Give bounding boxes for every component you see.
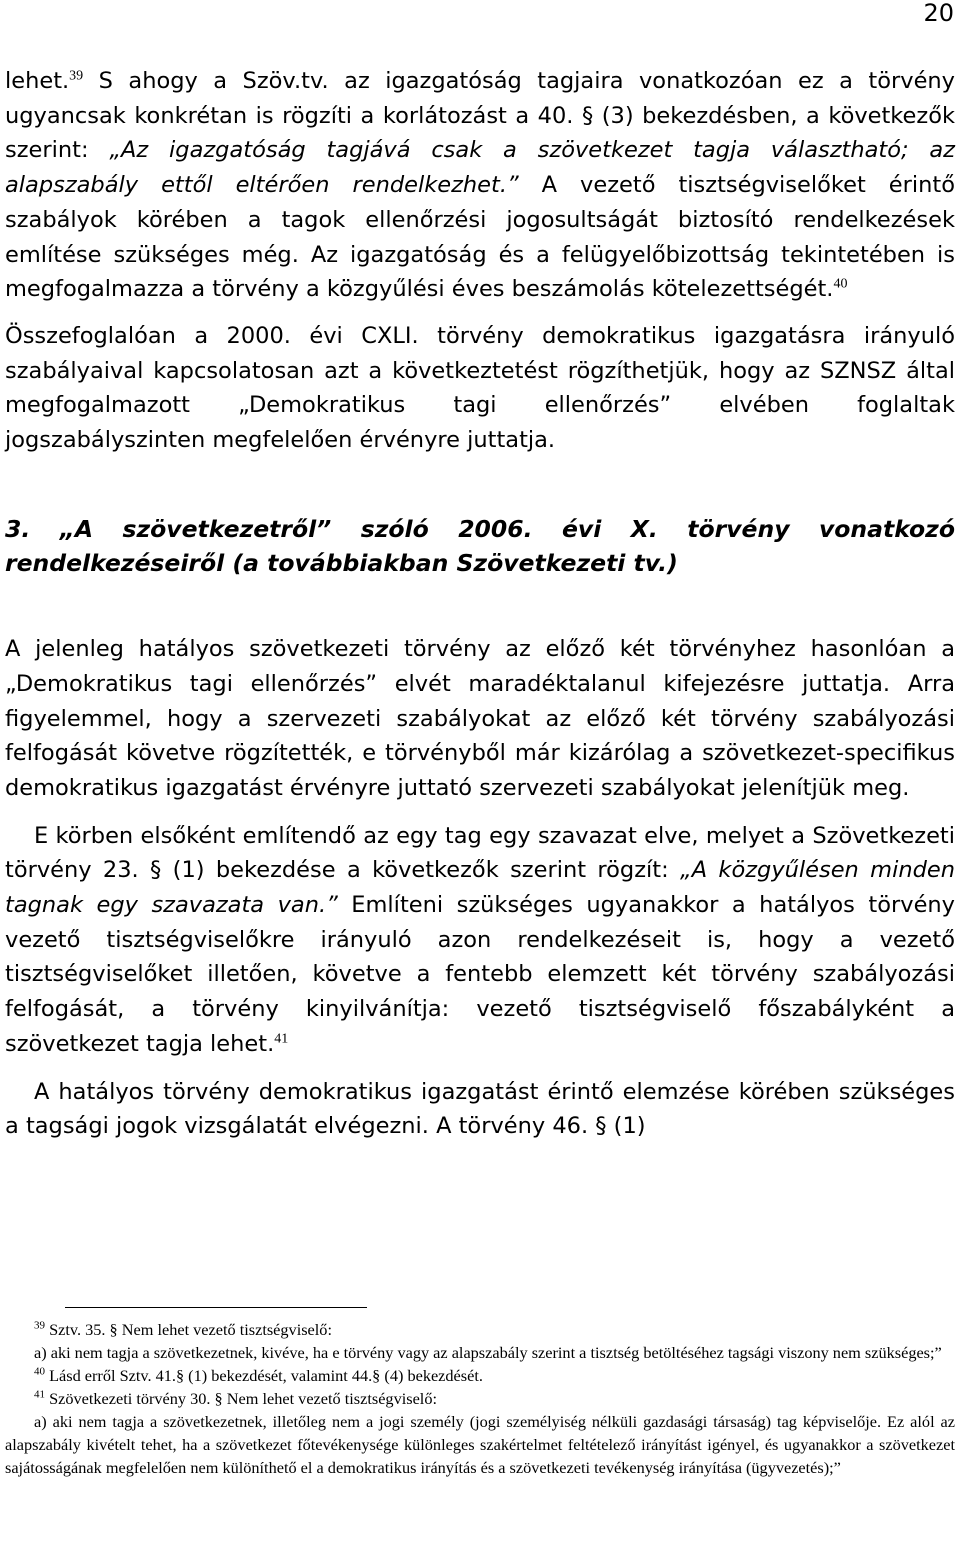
footnote-ref-41[interactable]: 41	[274, 1031, 289, 1047]
quoted-law-text: „Az igazgatóság tagjává csak a szövetkezet tagja választható; az alapszabály ettől eltérően rendelkezhet.”	[5, 137, 955, 199]
quoted-law-text-2: „A közgyűlésen minden tagnak egy szavazata van.”	[5, 857, 955, 919]
footnote-41-number: 41	[34, 1388, 45, 1401]
footnote-40-text: Lásd erről Sztv. 41.§ (1) bekezdését, valamint 44.§ (4) bekezdését.	[45, 1366, 483, 1385]
paragraph-2: Összefoglalóan a 2000. évi CXLI. törvény demokratikus igazgatásra irányuló szabályaival kapcsolatosan azt a következtetést rögzíthetjük, hogy az SZNSZ által megfogalmazott „Demokratikus tagi ellenőrzés” elvében foglaltak jogszabályszinten megfelelően érvényre juttatja.	[5, 322, 955, 454]
paragraph-1	[5, 64, 955, 307]
paragraph-3: A jelenleg hatályos szövetkezeti törvény az előző két törvényhez hasonlóan a „Demokratikus tagi ellenőrzés” elvét maradéktalanul kifejezésre juttatja. Arra figyelemmel, hogy a szervezeti szabályokat az előző két törvény szabályozási felfogását követve rögzítették, e törvényből már kizárólag a szövetkezet-specifikus demokratikus igazgatást érvényre juttató szervezeti szabályokat jelenítjük meg.	[5, 636, 955, 801]
main-text	[5, 64, 955, 1144]
footnote-41-item: a) aki nem tagja a szövetkezetnek, illetőleg nem a jogi személy (jogi személyiség nélküli gazdasági társaság) tag képviselője. Ez alól az alapszabály kivételt tehet, ha a szövetkezet főtevékenysége különleges szakértelmet feltételező irányítást igényel, és ugyanakkor a szövetkezet sajátosságának megfelelően nem különíthető el a demokratikus irányítás és a szövetkezeti tevékenység irányítása (ügyvezetés);”	[5, 1412, 955, 1477]
footnote-39	[5, 1318, 955, 1341]
paragraph-4	[5, 819, 955, 1062]
paragraph-1-start: lehet.	[5, 68, 70, 94]
paragraph-4-start: E körben elsőként említendő az egy tag egy szavazat elve, melyet a Szövetkezeti törvény 23. § (1) bekezdése a következők szerint rögzít:	[5, 822, 955, 884]
footnote-41	[5, 1387, 955, 1410]
paragraph-1-continuation: A vezető tisztségviselőket érintő szabályok körében a tagok ellenőrzési jogosultságát biztosító rendelkezések említése szükséges még. Az igazgatóság és a felügyelőbizottság tekintetében is megfogalmazza a törvény a közgyűlési éves beszámolás kötelezettségét.	[5, 172, 955, 303]
footnote-40	[5, 1364, 955, 1387]
page-number: 20	[923, 0, 954, 27]
footnote-41-text: Szövetkezeti törvény 30. § Nem lehet vezető tisztségviselő:	[45, 1389, 437, 1408]
footnote-39-number: 39	[34, 1319, 45, 1332]
footnote-ref-40[interactable]: 40	[833, 276, 848, 292]
footnote-39-text: Sztv. 35. § Nem lehet vezető tisztségviselő:	[45, 1320, 332, 1339]
paragraph-5: A hatályos törvény demokratikus igazgatást érintő elemzése körében szükséges a tagsági jogok vizsgálatát elvégezni. A törvény 46. § (1)	[5, 1078, 955, 1140]
footnote-39-item: a) aki nem tagja a szövetkezetnek, kivéve, ha e törvény vagy az alapszabály szerint a tisztség betöltéséhez tagsági viszony nem szükséges;”	[34, 1343, 942, 1362]
paragraph-4-continuation: Említeni szükséges ugyanakkor a hatályos törvény vezető tisztségviselőkre irányuló azon rendelkezéseit is, hogy a vezető tisztségviselőket illetően, követve a fentebb elemzett két törvény szabályozási felfogását, a törvény kinyilvánítja: vezető tisztségviselő főszabályként a szövetkezet tagja lehet.	[5, 892, 955, 1057]
footnote-separator	[65, 1307, 367, 1308]
footnote-40-number: 40	[34, 1365, 45, 1378]
footnotes	[5, 1318, 955, 1479]
section-heading: 3. „A szövetkezetről” szóló 2006. évi X. törvény vonatkozó rendelkezéseiről (a továbbiakban Szövetkezeti tv.)	[5, 514, 955, 578]
paragraph-1-text: S ahogy a Szöv.tv. az igazgatóság tagjaira vonatkozóan ez a törvény ugyancsak konkrétan is rögzíti a korlátozást a 40. § (3) bekezdésben, a következők szerint:	[5, 68, 955, 164]
footnote-ref-39[interactable]: 39	[69, 68, 84, 84]
